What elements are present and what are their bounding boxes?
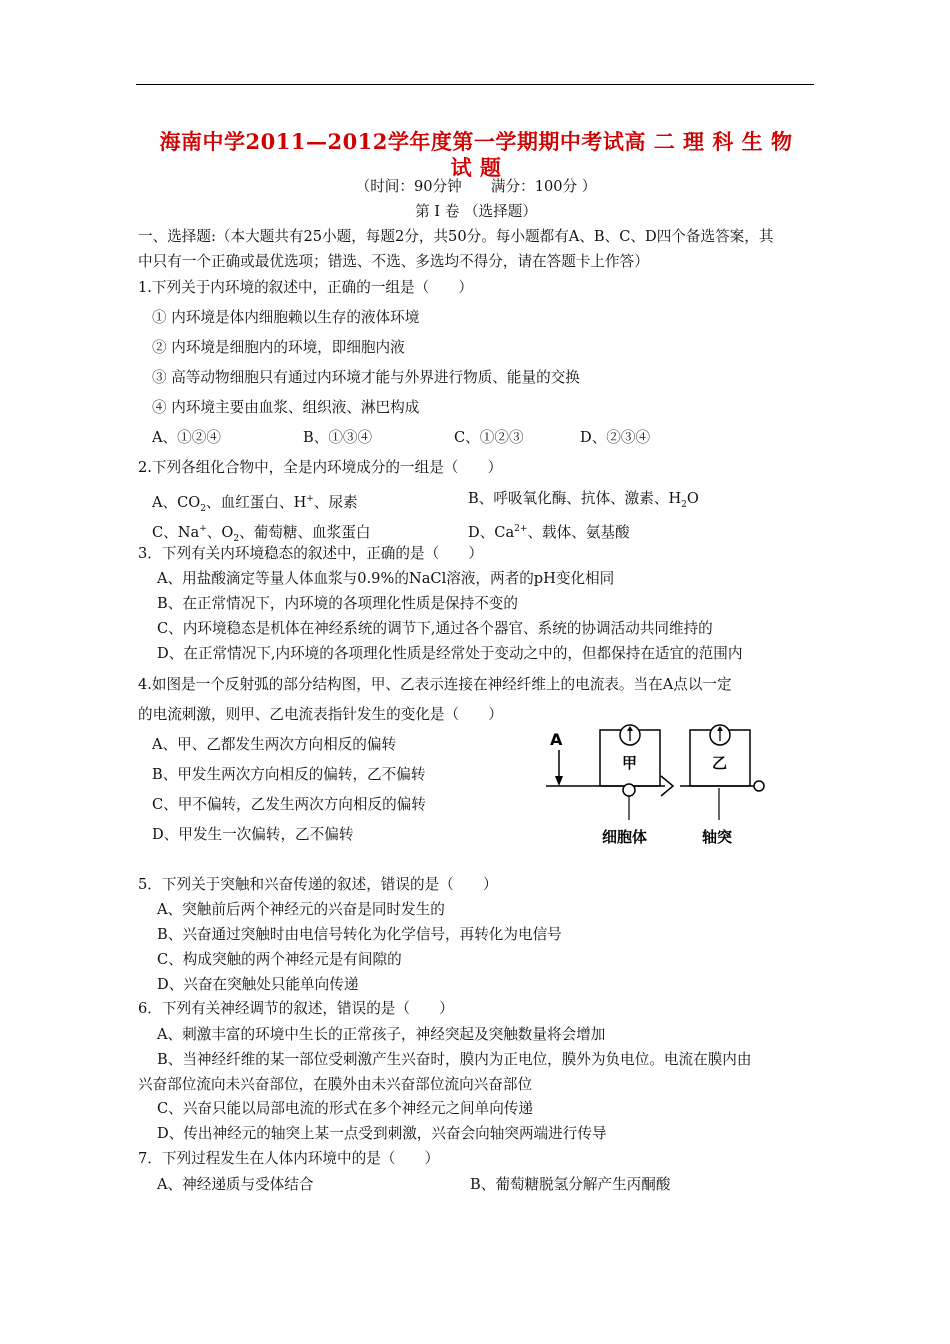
top-rule xyxy=(136,84,814,85)
q2-option-c: C、Na+、$O_2$、葡萄糖、血浆蛋白 xyxy=(152,523,371,544)
galvanometer-jia-label: 甲 xyxy=(622,754,638,772)
q3-option-c: C、内环境稳态是机体在神经系统的调节下,通过各个器官、系统的协调活动共同维持的 xyxy=(157,620,713,637)
q2-option-a: A、$CO_2$、血红蛋白、H+、尿素 xyxy=(152,493,358,514)
q5-option-b: B、兴奋通过突触时由电信号转化为化学信号，再转化为电信号 xyxy=(157,926,562,943)
q2-stem: 2.下列各组化合物中，全是内环境成分的一组是（ ） xyxy=(138,459,503,476)
q3-option-d: D、在正常情况下,内环境的各项理化性质是经常处于变动之中的，但都保持在适宜的范围内 xyxy=(157,645,743,662)
q6-option-a: A、刺激丰富的环境中生长的正常孩子，神经突起及突触数量将会增加 xyxy=(157,1026,606,1043)
q6-option-d: D、传出神经元的轴突上某一点受到刺激，兴奋会向轴突两端进行传导 xyxy=(157,1125,607,1142)
q5-option-a: A、突触前后两个神经元的兴奋是同时发生的 xyxy=(157,901,445,918)
q1-option-c: C、①②③ xyxy=(454,429,524,446)
q1-option-b: B、①③④ xyxy=(303,429,373,446)
q4-stem-2: 的电流刺激，则甲、乙电流表指针发生的变化是（ ） xyxy=(138,706,503,723)
q1-statement-3: ③ 高等动物细胞只有通过内环境才能与外界进行物质、能量的交换 xyxy=(152,369,580,386)
q4-option-b: B、甲发生两次方向相反的偏转，乙不偏转 xyxy=(152,766,426,783)
galvanometer-yi-label: 乙 xyxy=(712,754,728,772)
cell-body-label: 细胞体 xyxy=(602,828,648,846)
q7-option-b: B、葡萄糖脱氢分解产生丙酮酸 xyxy=(470,1176,671,1193)
q7-option-a: A、神经递质与受体结合 xyxy=(157,1176,314,1193)
axon-end xyxy=(754,781,764,791)
q7-stem: 7．下列过程发生在人体内环境中的是（ ） xyxy=(138,1150,440,1167)
q1-statement-2: ② 内环境是细胞内的环境，即细胞内液 xyxy=(152,339,405,356)
q5-option-c: C、构成突触的两个神经元是有间隙的 xyxy=(157,951,402,968)
q4-option-c: C、甲不偏转，乙发生两次方向相反的偏转 xyxy=(152,796,426,813)
q5-stem: 5．下列关于突触和兴奋传递的叙述，错误的是（ ） xyxy=(138,876,498,893)
q6-stem: 6．下列有关神经调节的叙述，错误的是（ ） xyxy=(138,1000,454,1017)
q4-option-d: D、甲发生一次偏转，乙不偏转 xyxy=(152,826,354,843)
axon-label: 轴突 xyxy=(702,828,733,846)
exam-info: （时间：90分钟 满分：100分 ） xyxy=(355,178,597,195)
q3-option-b: B、在正常情况下，内环境的各项理化性质是保持不变的 xyxy=(157,595,518,612)
reflex-arc-diagram xyxy=(540,718,780,858)
q3-option-a: A、用盐酸滴定等量人体血浆与0.9%的NaCl溶液，两者的pH变化相同 xyxy=(157,570,615,587)
stimulus-arrow-head xyxy=(555,776,563,786)
part-title: 第 Ⅰ 卷 （选择题） xyxy=(415,203,537,220)
cell-body xyxy=(623,784,635,796)
q1-statement-4: ④ 内环境主要由血浆、组织液、淋巴构成 xyxy=(152,399,420,416)
q5-option-d: D、兴奋在突触处只能单向传递 xyxy=(157,976,359,993)
exam-title: 海南中学2011—2012学年度第一学期期中考试高 二 理 科 生 物 xyxy=(159,129,793,154)
q1-option-a: A、①②④ xyxy=(152,429,221,446)
q4-option-a: A、甲、乙都发生两次方向相反的偏转 xyxy=(152,736,397,753)
section-intro-2: 中只有一个正确或最优选项；错选、不选、多选均不得分，请在答题卡上作答） xyxy=(138,253,649,270)
section-intro: 一、选择题:（本大题共有25小题，每题2分，共50分。每小题都有A、B、C、D四个备选答案，其 xyxy=(138,228,774,245)
q3-stem: 3．下列有关内环境稳态的叙述中，正确的是（ ） xyxy=(138,545,483,562)
q1-option-d: D、②③④ xyxy=(580,429,651,446)
exam-title-line2: 试 题 xyxy=(450,155,502,180)
q6-option-b-2: 兴奋部位流向未兴奋部位，在膜外由未兴奋部位流向兴奋部位 xyxy=(138,1076,533,1093)
q1-stem: 1.下列关于内环境的叙述中，正确的一组是（ ） xyxy=(138,279,473,296)
q6-option-b: B、当神经纤维的某一部位受刺激产生兴奋时，膜内为正电位，膜外为负电位。电流在膜内由 xyxy=(157,1051,752,1068)
q2-option-d: D、$Ca^{2+}$、载体、氨基酸 xyxy=(468,523,630,541)
diagram-label-a: A xyxy=(550,730,563,749)
q6-option-c: C、兴奋只能以局部电流的形式在多个神经元之间单向传递 xyxy=(157,1100,534,1117)
q4-stem: 4.如图是一个反射弧的部分结构图，甲、乙表示连接在神经纤维上的电流表。当在A点以一定 xyxy=(138,676,732,693)
q1-statement-1: ① 内环境是体内细胞赖以生存的液体环境 xyxy=(152,309,420,326)
q2-option-b: B、呼吸氧化酶、抗体、激素、$H_2O$ xyxy=(468,490,699,510)
